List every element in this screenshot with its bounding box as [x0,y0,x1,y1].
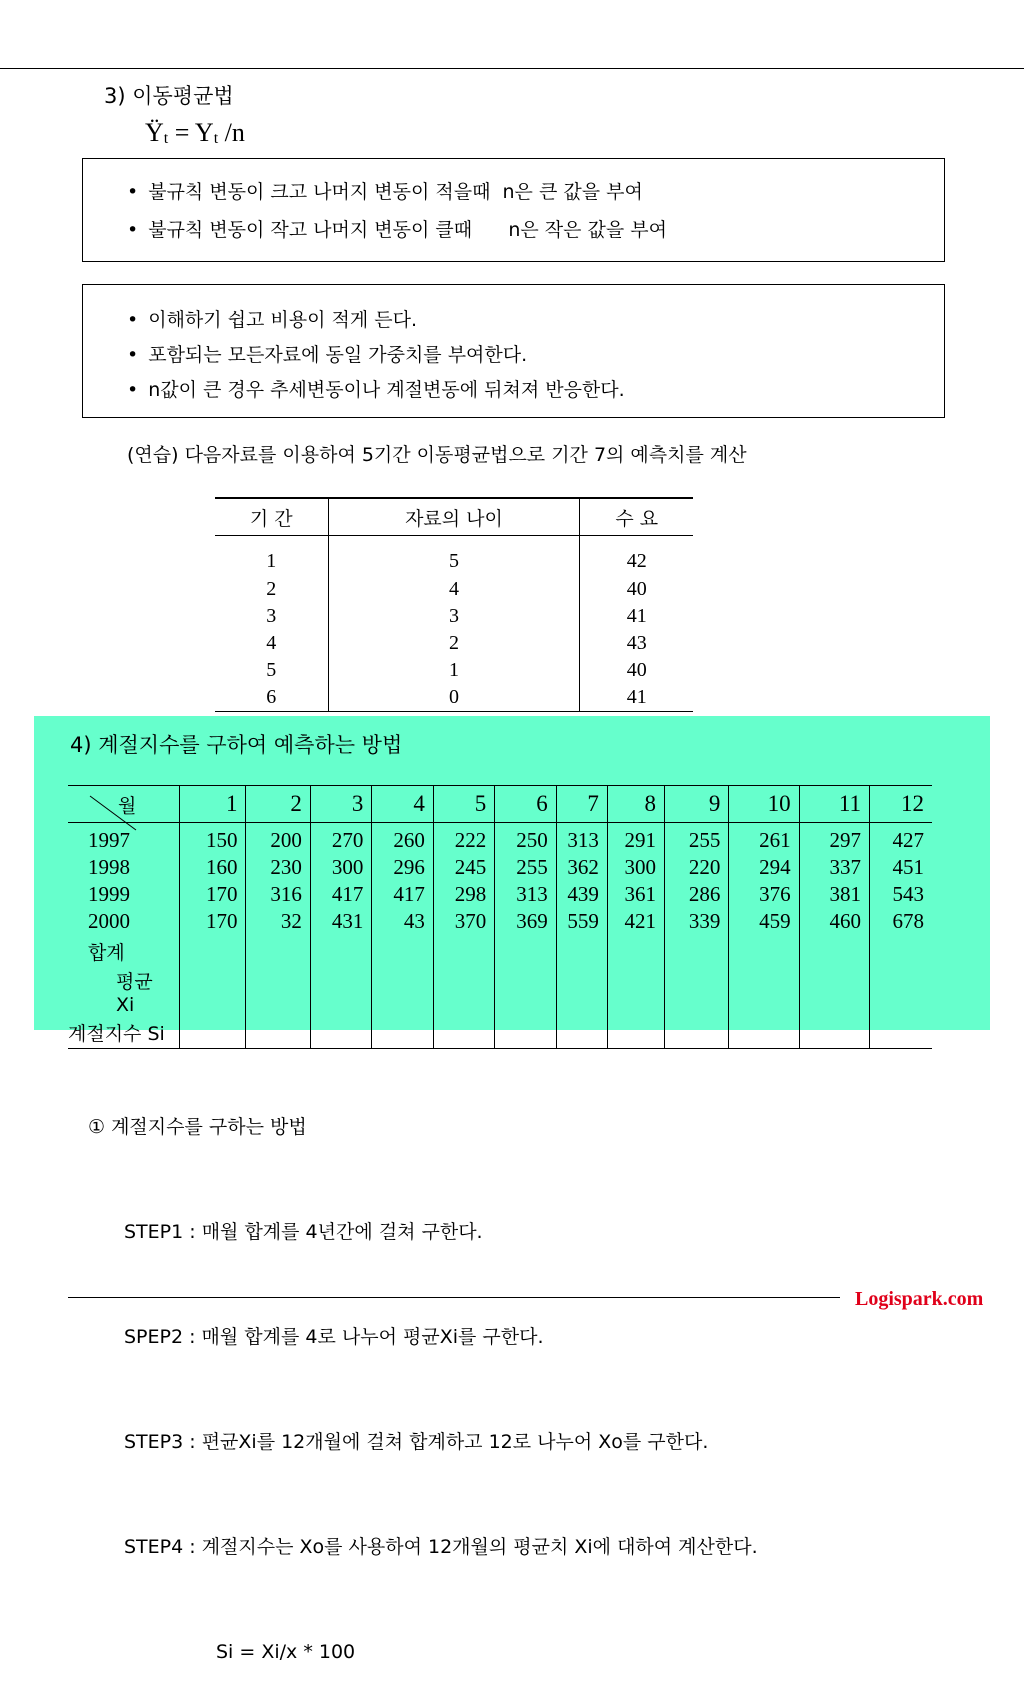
value-cell: 297 [799,823,869,855]
demand-cell: 43 [580,630,693,657]
demand-cell: 41 [580,603,693,630]
demand-cell: 40 [580,657,693,684]
table-row [68,967,932,1016]
value-cell: 543 [869,881,932,908]
month-header: 2 [246,786,310,823]
period-cell: 2 [266,578,277,600]
table-row [215,684,693,712]
step-line: SPEP2 : 매월 합계를 4로 나누어 평균Xi를 구한다. [124,1326,544,1348]
value-cell [664,967,728,1016]
month-header: 9 [664,786,728,823]
demand-cell: 41 [580,684,693,712]
corner-label: 월 [118,794,137,817]
steps-heading: ① 계절지수를 구하는 방법 [88,1116,307,1138]
period-cell: 5 [266,659,277,681]
n-value-box [82,158,945,262]
table-row [215,576,693,603]
value-cell: 376 [729,881,799,908]
value-cell [246,967,310,1016]
value-cell: 421 [607,908,664,935]
row-label: 합계 [88,941,125,964]
formula-lhs: Ÿ [145,118,164,147]
value-cell: 559 [556,908,607,935]
value-cell [310,967,371,1016]
value-cell: 313 [556,823,607,855]
value-cell: 339 [664,908,728,935]
value-cell [556,967,607,1016]
period-cell: 6 [215,684,328,712]
value-cell: 369 [495,908,556,935]
section-4-title: 4) 계절지수를 구하여 예측하는 방법 [70,733,403,757]
value-cell: 220 [664,854,728,881]
value-cell: 294 [729,854,799,881]
value-cell [799,967,869,1016]
month-header: 1 [179,786,246,823]
value-cell: 427 [869,823,932,855]
month-header: 10 [729,786,799,823]
value-cell [664,935,728,967]
table-row [68,823,932,855]
month-header: 7 [556,786,607,823]
value-cell: 160 [179,854,246,881]
brand-logo-text: Logispark.com [855,1288,984,1310]
value-cell: 300 [310,854,371,881]
month-header: 6 [495,786,556,823]
value-cell: 286 [664,881,728,908]
step-line: STEP1 : 매월 합계를 4년간에 걸쳐 구한다. [124,1221,483,1243]
table-row [68,908,932,935]
value-cell: 451 [869,854,932,881]
value-cell: 170 [179,881,246,908]
formula-eq: = Y [174,118,214,147]
value-cell: 459 [729,908,799,935]
row-label: 1997 [88,828,130,852]
value-cell: 230 [246,854,310,881]
formula-tail: /n [218,118,245,147]
value-cell: 250 [495,823,556,855]
value-cell: 43 [372,908,433,935]
value-cell [179,967,246,1016]
value-cell [869,935,932,967]
table-row [68,935,932,967]
top-rule [0,68,1024,69]
value-cell [495,935,556,967]
value-cell: 316 [246,881,310,908]
row-label: 1998 [88,855,130,879]
value-cell: 300 [607,854,664,881]
value-cell [869,1016,932,1049]
month-header: 5 [433,786,494,823]
table-row [215,536,693,577]
seasonal-table [68,785,932,1049]
age-cell: 2 [328,630,580,657]
value-cell [495,967,556,1016]
bullet-item: • 불규칙 변동이 작고 나머지 변동이 클때 n은 작은 값을 부여 [127,215,667,242]
value-cell: 255 [495,854,556,881]
table-row [215,657,693,684]
bullet-item: • 이해하기 쉽고 비용이 적게 든다. [127,305,417,332]
value-cell: 222 [433,823,494,855]
value-cell: 417 [310,881,371,908]
formula-rhs-sub: t [213,130,219,147]
value-cell: 260 [372,823,433,855]
age-cell: 1 [328,657,580,684]
section-3-title: 3) 이동평균법 [104,84,234,108]
exercise-text: (연습) 다음자료를 이용하여 5기간 이동평균법으로 기간 7의 예측치를 계산 [127,444,747,466]
table-row [215,603,693,630]
value-cell [372,967,433,1016]
row-label: 2000 [88,909,130,933]
value-cell [799,1016,869,1049]
value-cell: 32 [246,908,310,935]
row-label: 계절지수 Si [68,1016,179,1049]
value-cell: 439 [556,881,607,908]
value-cell [729,935,799,967]
value-cell [310,935,371,967]
demand-cell: 40 [580,576,693,603]
value-cell: 291 [607,823,664,855]
characteristics-box [82,284,945,418]
column-header: 기 간 [215,498,328,536]
value-cell [729,967,799,1016]
value-cell: 361 [607,881,664,908]
seasonal-index-formula: Si = Xi/x * 100 [216,1641,356,1663]
month-header: 3 [310,786,371,823]
corner-header [68,786,179,823]
value-cell [607,935,664,967]
value-cell [179,935,246,967]
age-cell: 5 [328,536,580,577]
value-cell: 370 [433,908,494,935]
value-cell: 678 [869,908,932,935]
period-cell: 4 [266,632,277,654]
value-cell: 313 [495,881,556,908]
value-cell [433,967,494,1016]
value-cell: 337 [799,854,869,881]
value-cell [556,935,607,967]
bullet-item: • n값이 큰 경우 추세변동이나 계절변동에 뒤쳐져 반응한다. [127,375,625,402]
month-header: 8 [607,786,664,823]
value-cell: 417 [372,881,433,908]
row-label: 1999 [88,882,130,906]
value-cell [246,935,310,967]
value-cell [799,935,869,967]
value-cell: 381 [799,881,869,908]
value-cell: 460 [799,908,869,935]
step-line: STEP3 : 편균Xi를 12개월에 걸쳐 합계하고 12로 나누어 Xo를 구한다. [124,1431,709,1453]
value-cell: 170 [179,908,246,935]
value-cell: 255 [664,823,728,855]
value-cell: 270 [310,823,371,855]
moving-average-formula [145,118,245,148]
demand-cell: 42 [580,536,693,577]
table-row [68,881,932,908]
value-cell [433,935,494,967]
column-header: 자료의 나이 [328,498,580,536]
value-cell: 261 [729,823,799,855]
step-line: STEP4 : 계절지수는 Xo를 사용하여 12개월의 평균치 Xi에 대하여 계산한다. [124,1536,758,1558]
month-header: 12 [869,786,932,823]
bottom-rule [68,1297,840,1298]
value-cell: 296 [372,854,433,881]
column-header: 수 요 [580,498,693,536]
month-header: 4 [372,786,433,823]
value-cell: 200 [246,823,310,855]
value-cell: 431 [310,908,371,935]
value-cell [607,967,664,1016]
period-cell: 1 [266,549,277,572]
value-cell: 245 [433,854,494,881]
month-header: 11 [799,786,869,823]
demand-table [215,497,693,712]
table-row [68,854,932,881]
age-cell: 4 [328,576,580,603]
value-cell [372,935,433,967]
age-cell: 3 [328,603,580,630]
bullet-item: • 포함되는 모든자료에 동일 가중치를 부여한다. [127,340,527,367]
row-label: 평균Xi [116,971,153,1016]
formula-lhs-sub: t [163,130,169,147]
period-cell: 3 [266,605,277,627]
table-row [215,630,693,657]
value-cell: 150 [179,823,246,855]
bullet-item: • 불규칙 변동이 크고 나머지 변동이 적을때 n은 큰 값을 부여 [127,177,643,204]
value-cell: 298 [433,881,494,908]
value-cell: 362 [556,854,607,881]
steps-section [88,1040,758,1705]
age-cell: 0 [328,684,580,712]
value-cell [869,967,932,1016]
